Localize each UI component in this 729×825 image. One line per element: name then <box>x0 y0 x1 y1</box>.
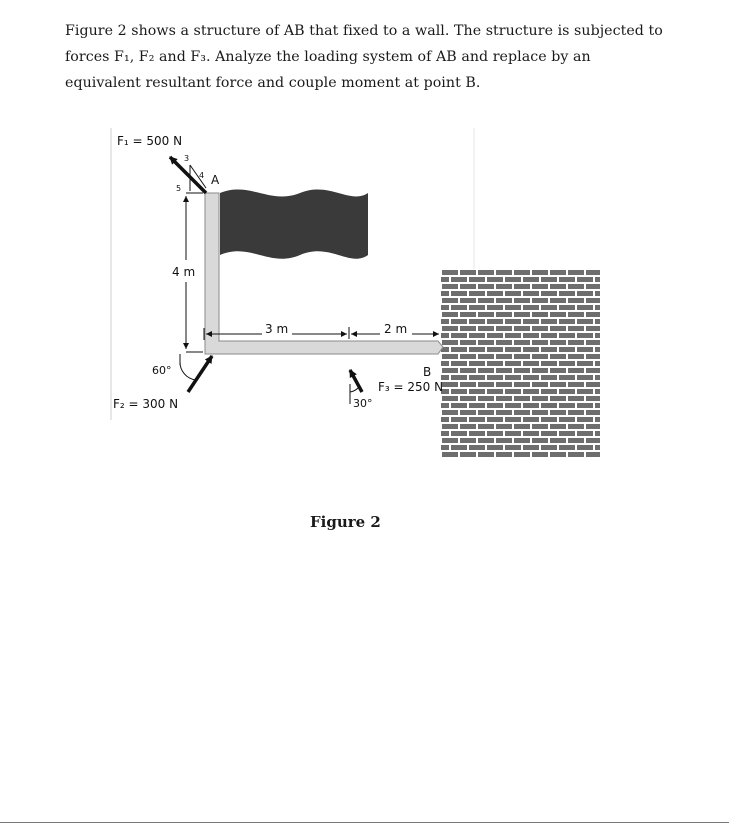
force-f2-arrow <box>188 356 212 392</box>
angle-arc-30 <box>350 388 358 392</box>
label-dim-vertical: 4 m <box>172 265 196 279</box>
label-point-b: B <box>423 365 432 379</box>
label-f2: F₂ = 300 N <box>113 397 179 411</box>
angle-arc-60 <box>180 362 196 380</box>
figure-caption: Figure 2 <box>310 513 381 531</box>
label-angle-60: 60° <box>152 364 172 377</box>
flag <box>220 190 368 259</box>
force-f3-arrow <box>350 370 362 392</box>
brick-wall <box>441 269 600 459</box>
label-f3: F₃ = 250 N <box>378 380 444 394</box>
label-point-a: A <box>211 173 220 187</box>
label-dim-h1: 3 m <box>265 322 289 336</box>
problem-text: Figure 2 shows a structure of AB that fixed to a wall. The structure is subjected to forces F₁, F₂ and F₃. Analyze the loading system of AB and replace by an equivalent resultant force and couple moment at point B. <box>65 23 663 91</box>
label-f1: F₁ = 500 N <box>117 134 183 148</box>
label-dim-h2: 2 m <box>384 322 408 336</box>
label-angle-30: 30° <box>353 397 373 410</box>
label-slope-4: 4 <box>199 171 205 180</box>
label-slope-5: 5 <box>176 184 182 193</box>
bottom-rule <box>0 822 729 823</box>
label-slope-3: 3 <box>184 154 190 163</box>
